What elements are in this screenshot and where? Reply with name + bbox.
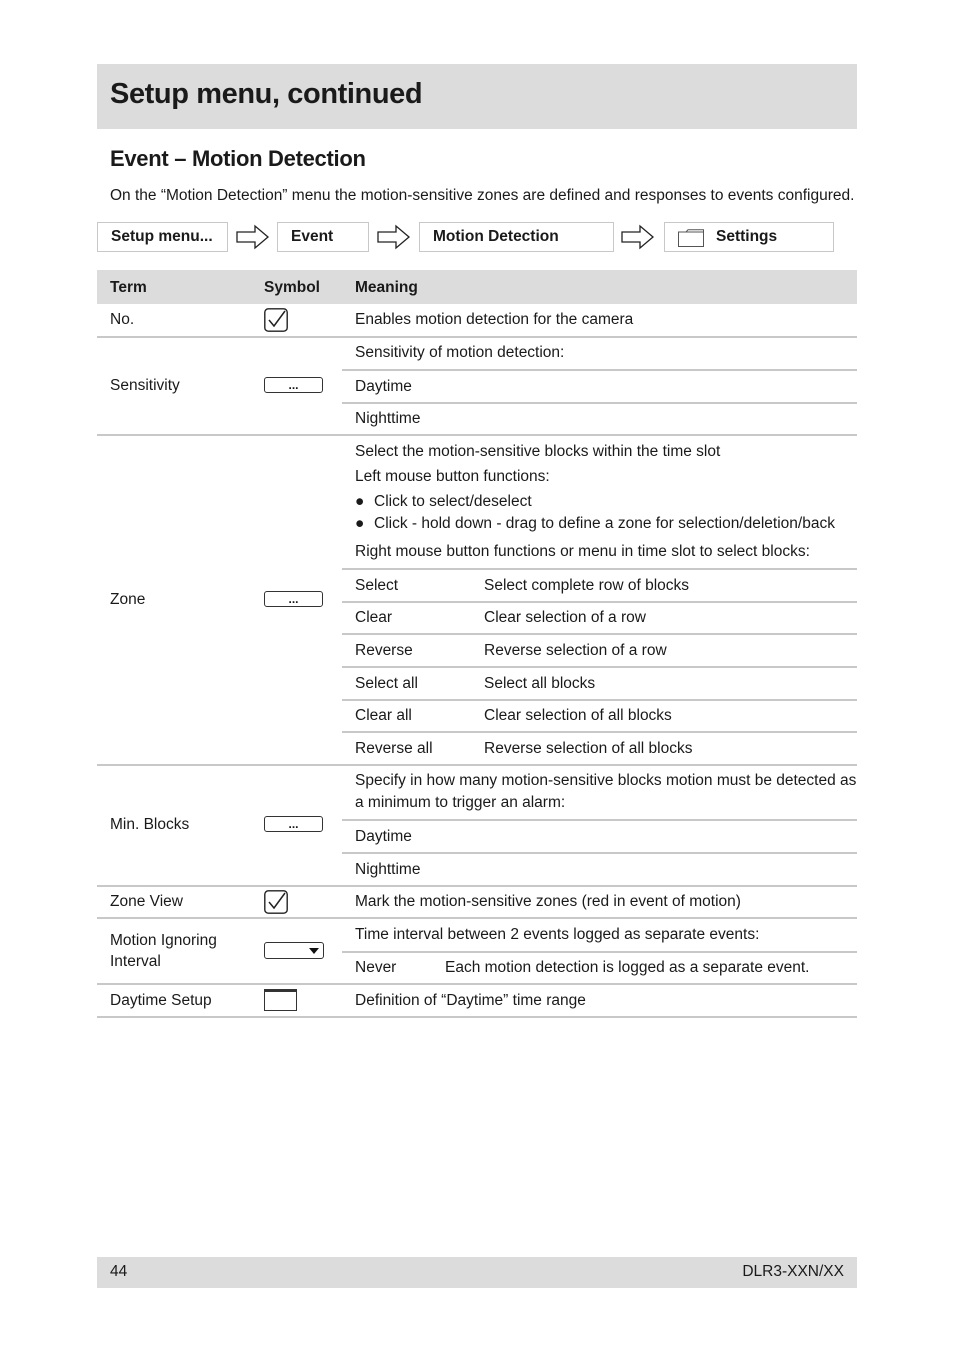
term-cell: Interval: [110, 953, 161, 970]
breadcrumb-setup-menu: Setup menu...: [97, 222, 228, 252]
sub-divider: [342, 402, 857, 404]
meaning-cell: Sensitivity of motion detection:: [355, 344, 565, 361]
page-number: 44: [110, 1263, 128, 1280]
option-cell: Nighttime: [355, 861, 421, 878]
sub-divider: [342, 369, 857, 371]
model-number: DLR3-XXN/XX: [742, 1263, 844, 1280]
meaning-cell: Definition of “Daytime” time range: [355, 992, 586, 1009]
meaning-cell: Select the motion-sensitive blocks within the time slot: [355, 443, 721, 460]
sub-divider: [342, 819, 857, 821]
checkbox-checked-icon: [264, 308, 288, 332]
row-divider: [97, 917, 857, 919]
meaning-cell: Specify in how many motion-sensitive blocks motion must be detected as: [355, 772, 857, 789]
column-header-term: Term: [110, 279, 147, 296]
action-desc: Reverse selection of all blocks: [484, 740, 693, 757]
option-name: Never: [355, 959, 397, 976]
option-cell: Nighttime: [355, 410, 421, 427]
caret-down-icon: [309, 948, 319, 954]
breadcrumb-event: Event: [277, 222, 369, 252]
sub-divider: [342, 852, 857, 854]
ellipsis-button-icon: ...: [264, 377, 323, 393]
section-intro: On the “Motion Detection” menu the motion-sensitive zones are defined and responses to events configured.: [110, 187, 855, 204]
term-cell: Zone View: [110, 893, 183, 910]
folder-icon: [678, 229, 704, 247]
bullet-item: ● Click to select/deselect: [355, 493, 532, 510]
meaning-cell: Left mouse button functions:: [355, 468, 550, 485]
sub-divider: [342, 951, 857, 953]
column-header-symbol: Symbol: [264, 279, 320, 296]
term-cell: Sensitivity: [110, 377, 180, 394]
action-desc: Select complete row of blocks: [484, 577, 690, 594]
row-divider: [97, 1016, 857, 1018]
sub-divider: [342, 731, 857, 733]
bullet-item: ● Click - hold down - drag to define a zone for selection/deletion/back: [355, 515, 835, 532]
action-desc: Clear selection of all blocks: [484, 707, 672, 724]
term-cell: Zone: [110, 591, 146, 608]
right-arrow-icon: [236, 224, 270, 250]
sub-divider: [342, 699, 857, 701]
right-arrow-icon: [377, 224, 411, 250]
row-divider: [97, 336, 857, 338]
ellipsis-button-icon: ...: [264, 591, 323, 607]
sub-divider: [342, 633, 857, 635]
row-divider: [97, 885, 857, 887]
meaning-cell: Mark the motion-sensitive zones (red in event of motion): [355, 893, 741, 910]
dropdown-icon: [264, 942, 324, 959]
ellipsis-button-icon: ...: [264, 816, 323, 832]
action-desc: Select all blocks: [484, 675, 596, 692]
sub-divider: [342, 568, 857, 570]
term-cell: Daytime Setup: [110, 992, 212, 1009]
action-name: Select all: [355, 675, 418, 692]
action-desc: Reverse selection of a row: [484, 642, 667, 659]
row-divider: [97, 764, 857, 766]
breadcrumb-settings: [664, 222, 834, 252]
column-header-meaning: Meaning: [355, 279, 418, 296]
action-name: Reverse: [355, 642, 413, 659]
right-arrow-icon: [621, 224, 655, 250]
option-cell: Daytime: [355, 828, 412, 845]
bullet-icon: ●: [355, 515, 365, 532]
sub-divider: [342, 666, 857, 668]
option-desc: Each motion detection is logged as a separate event.: [445, 959, 810, 976]
bullet-icon: ●: [355, 493, 365, 510]
meaning-cell: Right mouse button functions or menu in time slot to select blocks:: [355, 543, 810, 560]
term-cell: Motion Ignoring: [110, 932, 217, 949]
breadcrumb-motion-detection: Motion Detection: [419, 222, 614, 252]
meaning-cell: Enables motion detection for the camera: [355, 311, 634, 328]
action-name: Select: [355, 577, 399, 594]
checkbox-checked-icon: [264, 890, 288, 914]
sub-divider: [342, 601, 857, 603]
term-cell: Min. Blocks: [110, 816, 190, 833]
action-name: Clear: [355, 609, 393, 626]
breadcrumb-settings-label: Settings: [716, 228, 778, 245]
action-name: Clear all: [355, 707, 412, 724]
table-header: [97, 270, 857, 304]
meaning-cell: Time interval between 2 events logged as separate events:: [355, 926, 760, 943]
term-cell: No.: [110, 311, 135, 328]
meaning-cell: a minimum to trigger an alarm:: [355, 794, 566, 811]
action-desc: Clear selection of a row: [484, 609, 646, 626]
window-box-icon: [264, 989, 297, 1011]
option-cell: Daytime: [355, 378, 412, 395]
row-divider: [97, 983, 857, 985]
page-title: Setup menu, continued: [110, 78, 423, 110]
action-name: Reverse all: [355, 740, 433, 757]
row-divider: [97, 434, 857, 436]
section-title: Event – Motion Detection: [110, 146, 366, 171]
